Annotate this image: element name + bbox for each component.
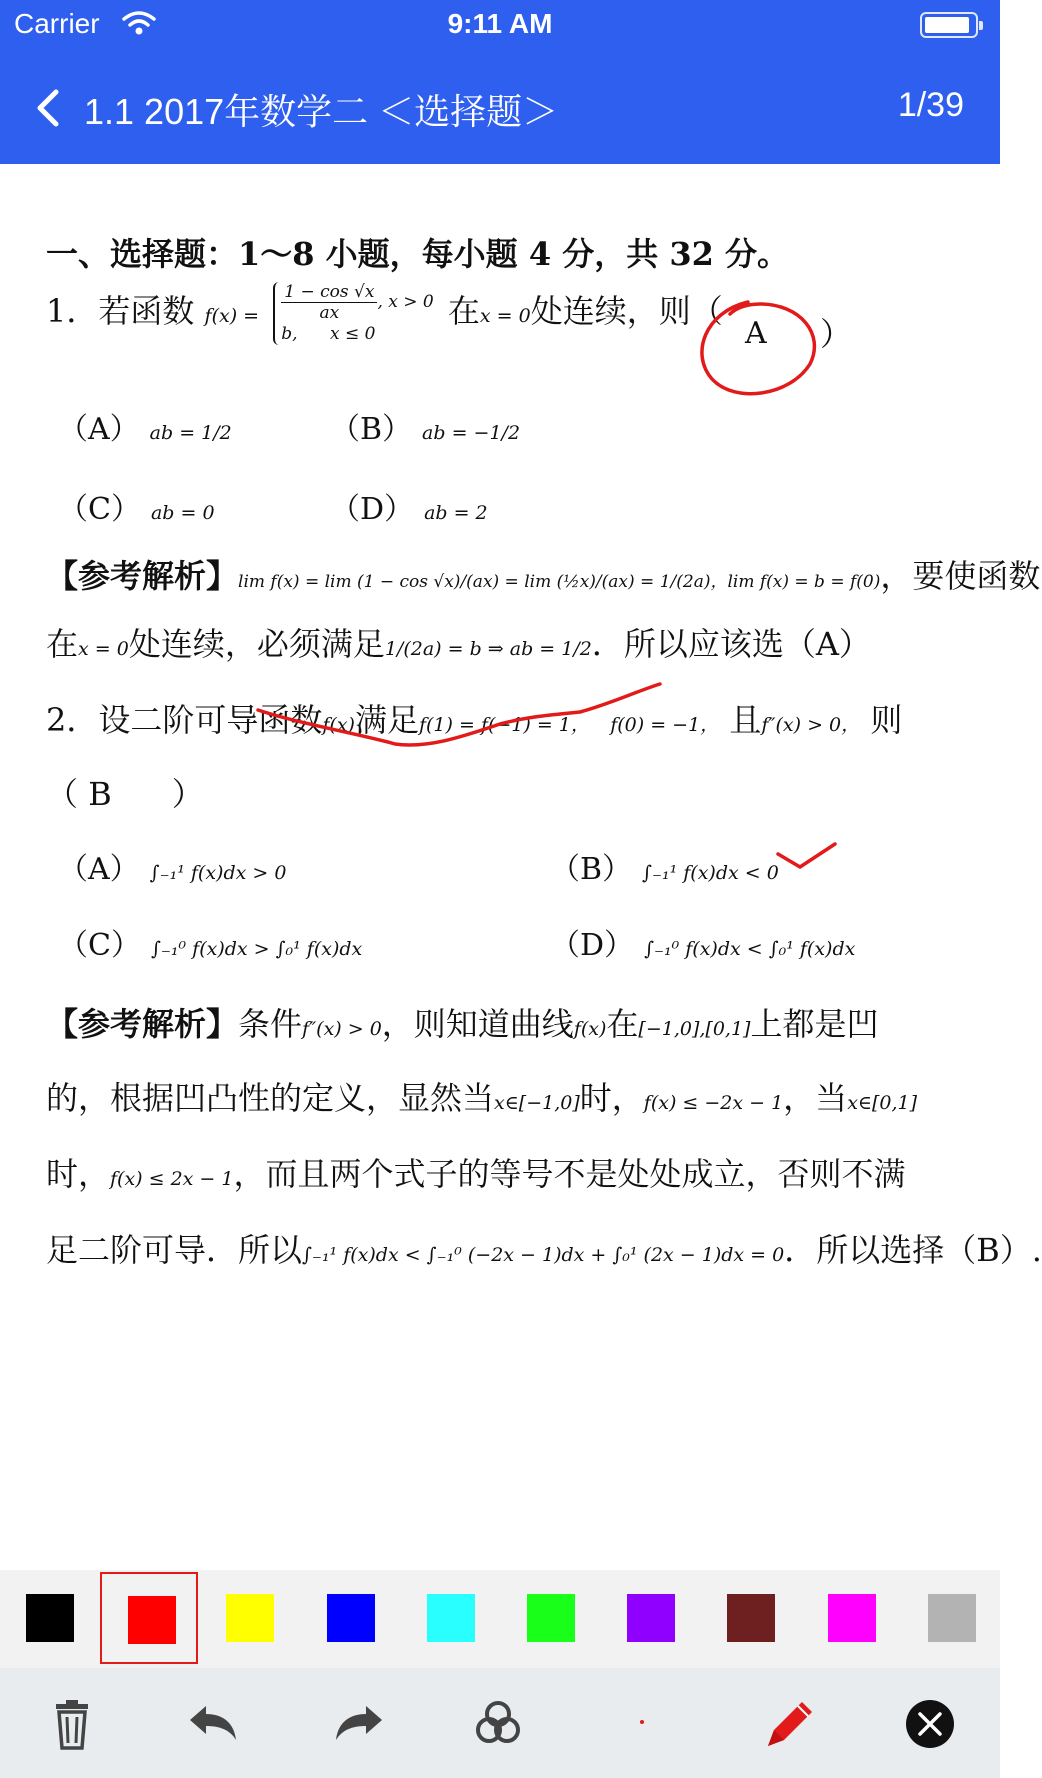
q2-analysis-line2: 的，根据凹凸性的定义，显然当x∈[−1,0]时，f(x) ≤ −2x − 1，当x∈[0,1] xyxy=(46,1079,918,1117)
q1-piecewise xyxy=(273,282,433,345)
pencil-icon[interactable] xyxy=(758,1692,822,1756)
q1-answer: A xyxy=(745,316,767,351)
color-swatch-1[interactable] xyxy=(100,1572,198,1664)
bottom-toolbar xyxy=(0,1668,1000,1778)
q1-condition-math: 1/(2a) = b ⇒ ab = 1/2 xyxy=(384,638,592,660)
q1-case2: b, xyxy=(281,324,298,344)
color-swatch-8[interactable] xyxy=(802,1572,900,1664)
q1-case2-cond: x ≤ 0 xyxy=(330,324,376,344)
q2-analysis-line1: 【参考解析】条件f″(x) > 0，则知道曲线f(x)在[−1,0],[0,1]上都是凹 xyxy=(46,1005,879,1043)
trash-icon[interactable] xyxy=(40,1692,104,1756)
q1-lead: 1．若函数 xyxy=(46,292,195,330)
q1-option-a: （A） ab = 1/2 xyxy=(58,412,232,447)
color-swatch-fill xyxy=(26,1594,74,1642)
checkmark-stroke xyxy=(778,844,835,867)
color-swatch-fill xyxy=(327,1594,375,1642)
q1-case1-num: 1 − cos √x xyxy=(281,282,377,303)
q2-answer-line: （ B ） xyxy=(46,775,204,813)
q1-option-c: （C） ab = 0 xyxy=(58,492,215,527)
color-swatch-fill xyxy=(727,1594,775,1642)
undo-icon[interactable] xyxy=(182,1692,246,1756)
question-2-stem: 2．设二阶可导函数f(x)满足f(1) = f(−1) = 1， f(0) = −1， 且f″(x) > 0， 则 xyxy=(46,701,903,739)
color-swatch-fill xyxy=(627,1594,675,1642)
color-swatch-6[interactable] xyxy=(601,1572,699,1664)
brush-size-dot[interactable] xyxy=(640,1720,644,1724)
q2-option-a: （A） ∫₋₁¹ f(x)dx > 0 xyxy=(58,852,287,887)
close-icon[interactable] xyxy=(898,1692,962,1756)
carrier-label: Carrier xyxy=(14,8,100,39)
q1-option-d: （D） ab = 2 xyxy=(330,492,488,527)
q2-analysis-line4: 足二阶可导．所以∫₋₁¹ f(x)dx < ∫₋₁⁰ (−2x − 1)dx + ∫₀¹ (2x − 1)dx = 0．所以选择（B）. xyxy=(46,1231,1042,1269)
color-swatch-5[interactable] xyxy=(501,1572,599,1664)
color-swatch-9[interactable] xyxy=(902,1572,1000,1664)
q1-close-paren: ） xyxy=(820,315,853,353)
q1-analysis-line1: 【参考解析】lim f(x) = lim (1 − cos √x)/(ax) = lim (½x)/(ax) = 1/(2a)，lim f(x) = b = f(0)，要使函数 xyxy=(46,557,1041,595)
q2-option-c: （C） ∫₋₁⁰ f(x)dx > ∫₀¹ f(x)dx xyxy=(58,928,363,963)
q1-mid: 在 xyxy=(447,292,480,330)
q2-answer: B xyxy=(88,775,112,813)
q1-case1-den: ax xyxy=(319,303,340,323)
q2-option-d: （D） ∫₋₁⁰ f(x)dx < ∫₀¹ f(x)dx xyxy=(550,928,856,963)
q1-at: x = 0 xyxy=(479,305,531,327)
q1-option-b: （B） ab = −1/2 xyxy=(330,412,521,447)
question-content xyxy=(0,164,1042,1570)
back-chevron-icon[interactable] xyxy=(32,88,66,128)
q2-option-b: （B） ∫₋₁¹ f(x)dx < 0 xyxy=(550,852,779,887)
q2-analysis-line3: 时，f(x) ≤ 2x − 1，而且两个式子的等号不是处处成立，否则不满 xyxy=(46,1155,906,1193)
section-heading: 一、选择题：1～8 小题，每小题 4 分，共 32 分。 xyxy=(46,235,790,273)
color-swatch-2[interactable] xyxy=(200,1572,298,1664)
q1-tail: 处连续，则（ xyxy=(530,292,723,330)
redo-icon[interactable] xyxy=(326,1692,390,1756)
q1-case1-cond: , x > 0 xyxy=(377,292,434,312)
q1-function: f(x) = xyxy=(204,305,260,327)
q1-analysis-tag: 【参考解析】 xyxy=(46,557,239,595)
color-swatch-7[interactable] xyxy=(701,1572,799,1664)
question-1-stem xyxy=(46,282,723,345)
top-bar xyxy=(0,0,1000,164)
q1-analysis-line2: 在x = 0处连续，必须满足1/(2a) = b ⇒ ab = 1/2．所以应该选（A） xyxy=(46,625,871,663)
color-swatch-fill xyxy=(828,1594,876,1642)
color-swatch-3[interactable] xyxy=(301,1572,399,1664)
battery-icon xyxy=(920,12,978,38)
color-swatch-fill xyxy=(928,1594,976,1642)
color-swatch-fill xyxy=(427,1594,475,1642)
page-counter: 1/39 xyxy=(897,86,964,124)
clock: 9:11 AM xyxy=(447,8,553,39)
color-swatch-fill xyxy=(226,1594,274,1642)
color-swatch-4[interactable] xyxy=(401,1572,499,1664)
color-mix-icon[interactable] xyxy=(466,1692,530,1756)
color-palette xyxy=(0,1570,1000,1668)
status-bar xyxy=(0,0,1000,52)
color-swatch-fill xyxy=(527,1594,575,1642)
page-title: 1.1 2017年数学二 ＜选择题＞ xyxy=(84,91,559,132)
q1-analysis-math: lim f(x) = lim (1 − cos √x)/(ax) = lim (½x)/(ax) = 1/(2a)，lim f(x) = b = f(0) xyxy=(238,572,881,592)
color-swatch-0[interactable] xyxy=(0,1572,98,1664)
color-swatch-fill xyxy=(128,1596,176,1644)
